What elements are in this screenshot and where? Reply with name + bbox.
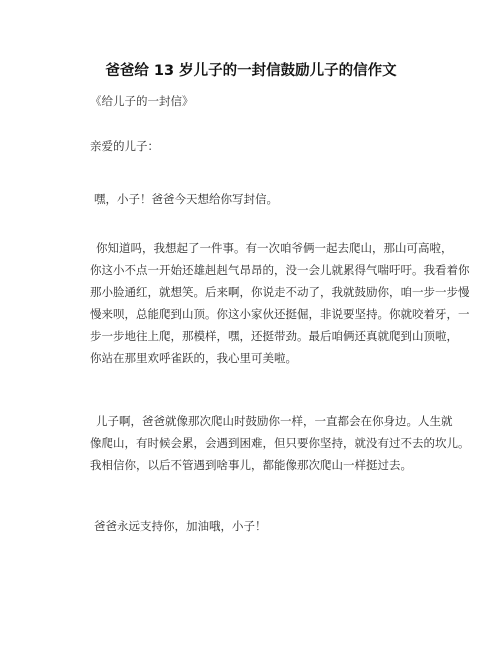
greeting-line: 亲爱的儿子： (90, 139, 159, 153)
opening-line: 嘿，小子！爸爸今天想给你写封信。 (94, 192, 278, 206)
document-title: 爸爸给 13 岁儿子的一封信鼓励儿子的信作文 (105, 63, 397, 79)
story-line: 那小脸通红，就想笑。后来啊，你说走不动了，我就鼓励你，咱一步一步慢 (90, 285, 470, 299)
encouragement-line: 儿子啊，爸爸就像那次爬山时鼓励你一样，一直都会在你身边。人生就 (96, 414, 453, 428)
encouragement-paragraph (90, 410, 470, 476)
opening-paragraph (90, 188, 410, 210)
closing-line: 爸爸永远支持你，加油哦，小子！ (94, 519, 267, 533)
story-paragraph (90, 237, 470, 369)
story-line: 你知道吗，我想起了一件事。有一次咱爷俩一起去爬山，那山可高啦， (96, 241, 453, 255)
story-line: 步一步地往上爬，那模样，嘿，还挺带劲。最后咱俩还真就爬到山顶啦， (90, 329, 458, 343)
encouragement-line: 像爬山，有时候会累，会遇到困难，但只要你坚持，就没有过不去的坎儿。 (90, 436, 470, 450)
story-line: 你这小不点一开始还雄赳赳气昂昂的，没一会儿就累得气喘吁吁。我看着你 (90, 263, 470, 277)
document-subtitle: 《给儿子的一封信》 (90, 94, 194, 108)
story-line: 你站在那里欢呼雀跃的，我心里可美啦。 (90, 351, 297, 365)
closing-paragraph (90, 515, 410, 537)
greeting (90, 135, 410, 157)
story-line: 慢来呗，总能爬到山顶。你这小家伙还挺倔，非说要坚持。你就咬着牙，一 (90, 307, 470, 321)
encouragement-line: 我相信你，以后不管遇到啥事儿，都能像那次爬山一样挺过去。 (90, 458, 412, 472)
